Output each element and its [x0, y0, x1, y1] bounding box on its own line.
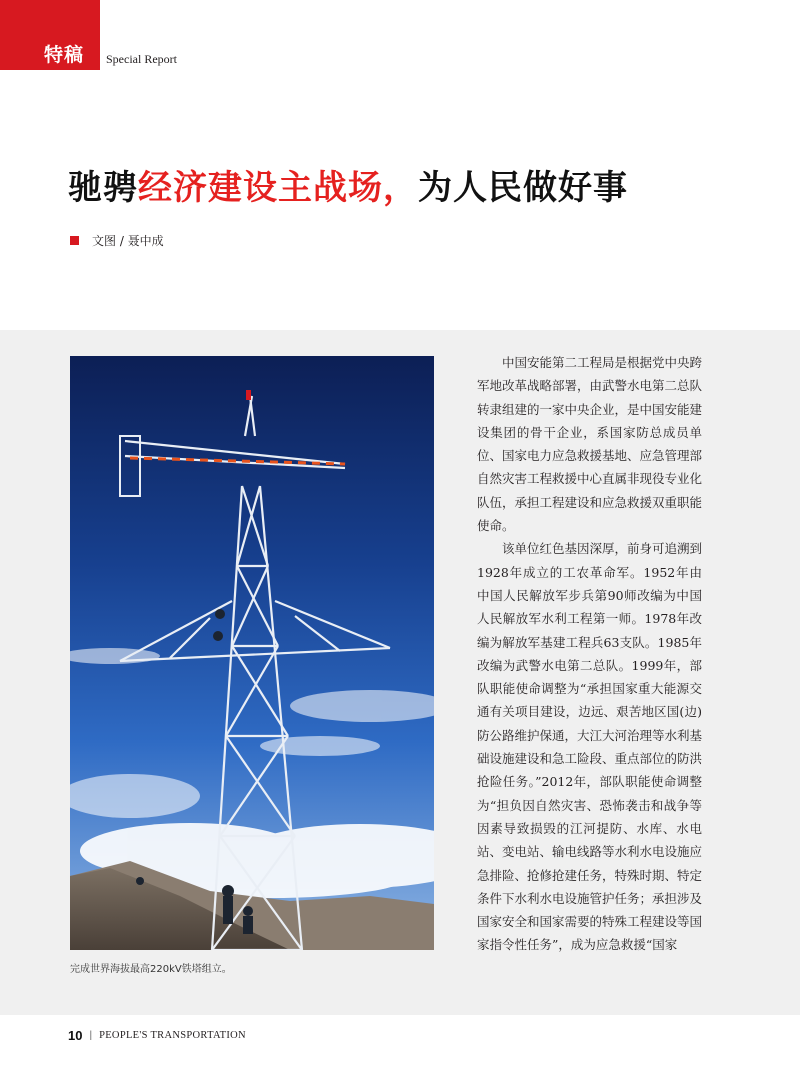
tower-photo-illustration: [70, 356, 434, 950]
title-part-1: 驰骋: [68, 168, 138, 208]
transmission-tower-photo: [70, 356, 434, 950]
section-tag: [0, 0, 100, 70]
article-title: [68, 160, 628, 209]
photo-caption: 完成世界海拔最高220kV铁塔组立。: [70, 964, 232, 975]
paragraph-2: 该单位红色基因深厚，前身可追溯到1928年成立的工农革命军。1952年由中国人民解放军步兵第90师改编为中国人民解放军水利工程第一师。1978年改编为解放军基建工程兵63支队。1985年改编为武警水电第二总队。1999年，部队职能使命调整为“承担国家重大能源交通有关项目建设，边远、艰苦地区国(边)防公路维护保通，大江大河治理等水利基础设施建设和急工险段、重点部位的防洪抢险任务。”2012年，部队职能使命调整为“担负因自然灾害、恐怖袭击和战争等因素导致损毁的江河提防、水库、水电站、变电站、输电线路等水利水电设施应急排险、抢修抢建任务，特殊时期、特定条件下水利水电设施管护任务；承担涉及国家安全和国家需要的特殊工程建设等国家指令性任务”，成为应急救援“国家: [477, 541, 703, 953]
page-number: 10: [68, 1028, 83, 1043]
title-part-2: 为人民做好事: [418, 168, 628, 208]
section-english-label: Special Report: [106, 52, 177, 66]
byline: [70, 232, 164, 249]
footer-separator: |: [89, 1030, 93, 1041]
byline-marker: [70, 236, 79, 245]
page-footer: [68, 1028, 246, 1043]
article-body: [477, 351, 702, 957]
section-tag-label: 特稿: [44, 44, 85, 66]
byline-text: 文图 / 聂中成: [92, 234, 164, 248]
title-highlight: 经济建设主战场，: [138, 168, 418, 208]
publication-name: PEOPLE'S TRANSPORTATION: [99, 1030, 246, 1041]
paragraph-1: 中国安能第二工程局是根据党中央跨军地改革战略部署，由武警水电第二总队转隶组建的一家中央企业，是中国安能建设集团的骨干企业，系国家防总成员单位、国家电力应急救援基地、应急管理部自然灾害工程救援中心直属非现役专业化队伍，承担工程建设和应急救援双重职能使命。: [477, 355, 703, 534]
